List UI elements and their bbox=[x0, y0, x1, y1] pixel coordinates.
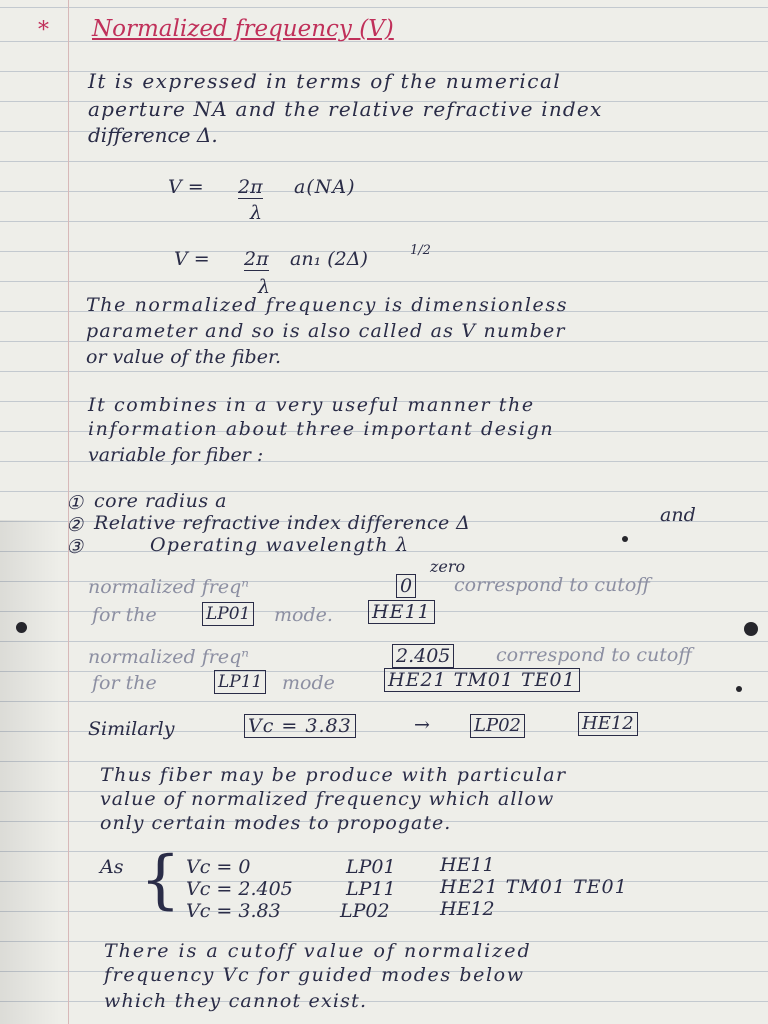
combines-line-1: It combines in a very useful manner the bbox=[88, 394, 535, 416]
formula1-numerator: 2π bbox=[238, 176, 263, 198]
ink-dot bbox=[622, 536, 628, 542]
formula2-lhs: V = bbox=[174, 248, 210, 270]
table-lp-2: LP11 bbox=[346, 878, 396, 900]
table-modes-2: HE21 TM01 TE01 bbox=[440, 876, 628, 898]
row2-text-b: correspond to cutoff bbox=[496, 644, 692, 666]
row1-value: 0 bbox=[396, 574, 416, 598]
ink-dot-small bbox=[736, 686, 742, 692]
table-vc-1: Vc = 0 bbox=[186, 856, 251, 878]
row2-mode-word: mode bbox=[282, 672, 335, 694]
row3-label: Similarly bbox=[88, 718, 175, 740]
as-label: As bbox=[100, 856, 124, 878]
design-variable-3: Operating wavelength λ bbox=[150, 534, 410, 556]
row2-text-a: normalized freqⁿ bbox=[88, 646, 249, 668]
page-title: Normalized frequency (V) bbox=[92, 16, 394, 42]
row2-mode: LP11 bbox=[214, 670, 266, 694]
table-vc-2: Vc = 2.405 bbox=[186, 878, 293, 900]
design-variable-2-suffix: and bbox=[660, 504, 696, 526]
combines-line-2: information about three important design bbox=[88, 418, 555, 440]
propagate-line-1: Thus fiber may be produce with particular bbox=[100, 764, 567, 786]
table-vc-3: Vc = 3.83 bbox=[186, 900, 281, 922]
row2-value: 2.405 bbox=[392, 644, 454, 668]
row2-modes: HE21 TM01 TE01 bbox=[384, 668, 580, 692]
formula1-lhs: V = bbox=[168, 176, 204, 198]
row2-for-the: for the bbox=[92, 672, 157, 694]
formula1-denominator: λ bbox=[250, 202, 263, 224]
cutoff-line-3: which they cannot exist. bbox=[104, 990, 368, 1012]
design-variable-marker-1: ① bbox=[66, 492, 84, 514]
intro-line-3: difference Δ. bbox=[88, 123, 218, 147]
propagate-line-3: only certain modes to propogate. bbox=[100, 812, 452, 834]
row3-mode1: LP02 bbox=[470, 714, 525, 738]
design-variable-2: Relative refractive index difference Δ bbox=[94, 512, 471, 534]
formula2-denominator: λ bbox=[258, 276, 271, 298]
punch-hole bbox=[744, 622, 758, 636]
intro-line-1: It is expressed in terms of the numerical bbox=[88, 69, 562, 93]
table-modes-3: HE12 bbox=[440, 898, 495, 920]
table-modes-1: HE11 bbox=[440, 854, 495, 876]
row1-text-b: correspond to cutoff bbox=[454, 574, 650, 596]
row1-he-mode: HE11 bbox=[368, 600, 435, 624]
table-lp-3: LP02 bbox=[340, 900, 390, 922]
design-variable-1: core radius a bbox=[94, 490, 227, 512]
description-line-3: or value of the fiber. bbox=[86, 346, 282, 368]
table-lp-1: LP01 bbox=[346, 856, 396, 878]
row1-for-the: for the bbox=[92, 604, 157, 626]
description-line-1: The normalized frequency is dimensionless bbox=[86, 294, 569, 316]
formula2-exponent: 1/2 bbox=[410, 243, 431, 258]
cutoff-line-1: There is a cutoff value of normalized bbox=[104, 940, 532, 962]
title-star: * bbox=[38, 18, 49, 43]
row3-mode2: HE12 bbox=[578, 712, 638, 736]
margin-dot bbox=[16, 622, 27, 633]
zero-note: zero bbox=[430, 557, 466, 576]
row3-value: Vc = 3.83 bbox=[244, 714, 356, 738]
row1-mode: LP01 bbox=[202, 602, 254, 626]
page-shadow bbox=[0, 520, 60, 1024]
intro-line-2: aperture NA and the relative refractive index bbox=[88, 97, 603, 121]
row1-mode-word: mode. bbox=[274, 604, 333, 626]
propagate-line-2: value of normalized frequency which allow bbox=[100, 788, 555, 810]
formula2-rest: an₁ (2Δ) bbox=[290, 248, 368, 270]
summary-brace: { bbox=[140, 843, 181, 917]
design-variable-marker-3: ③ bbox=[66, 536, 84, 558]
combines-line-3: variable for fiber : bbox=[88, 444, 264, 466]
row1-text-a: normalized freqⁿ bbox=[88, 576, 249, 598]
description-line-2: parameter and so is also called as V number bbox=[86, 320, 566, 342]
formula1-rest: a(NA) bbox=[294, 176, 356, 198]
design-variable-marker-2: ② bbox=[66, 514, 84, 536]
formula2-numerator: 2π bbox=[244, 248, 269, 270]
row3-arrow: → bbox=[414, 714, 430, 736]
cutoff-line-2: frequency Vc for guided modes below bbox=[104, 964, 525, 986]
